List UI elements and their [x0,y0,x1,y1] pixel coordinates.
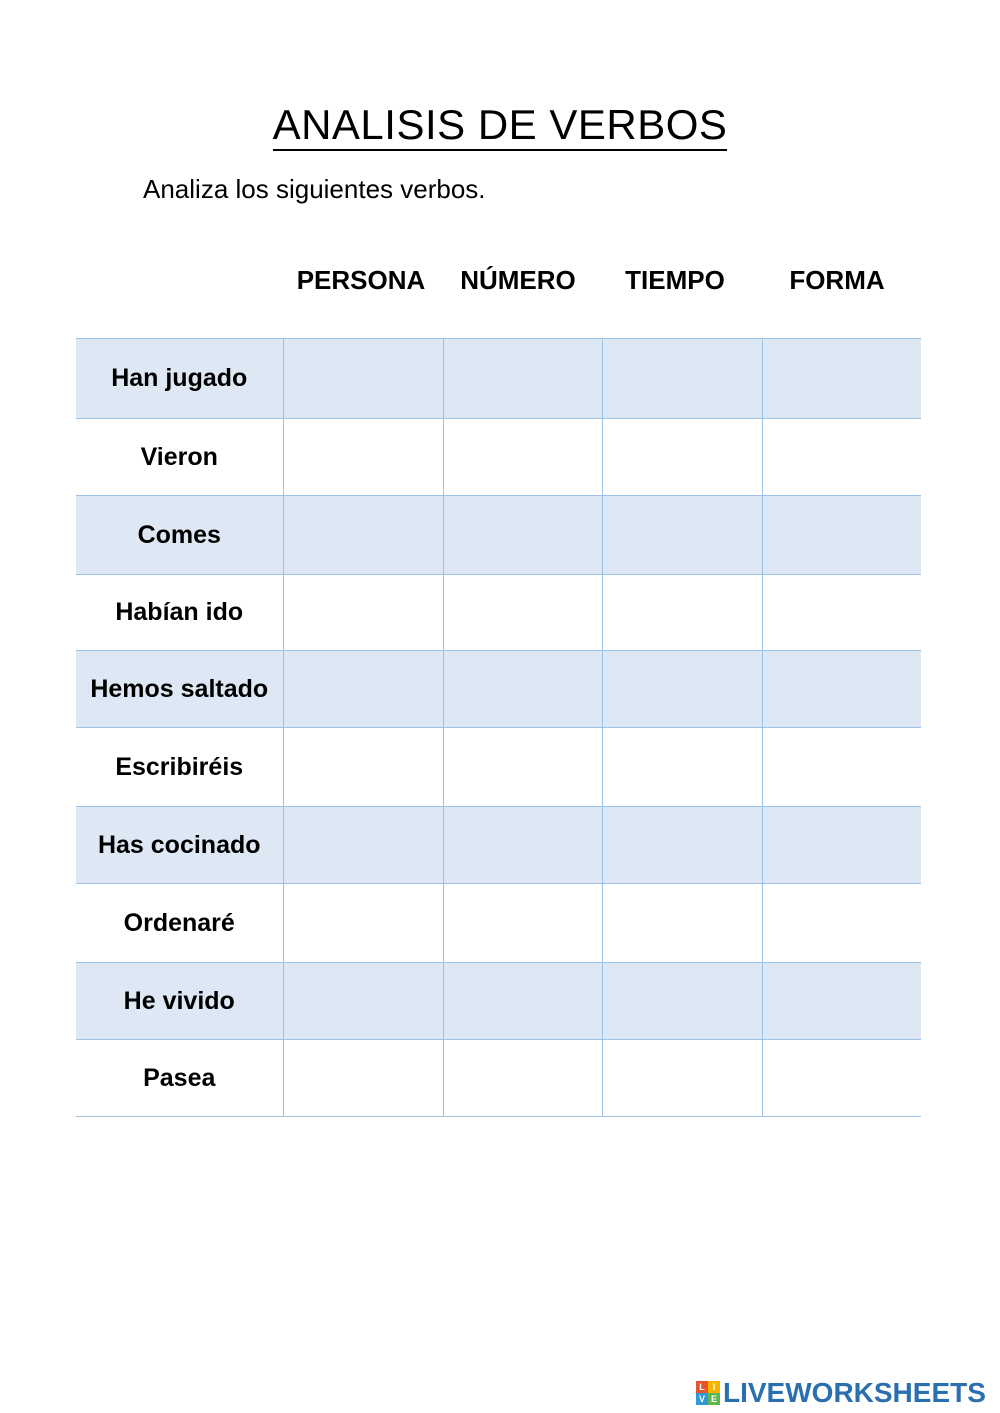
answer-cell-tiempo[interactable] [602,807,762,884]
answer-cell-persona[interactable] [283,963,443,1040]
logo-square-e: E [708,1393,720,1405]
logo-square-i: I [708,1381,720,1393]
answer-cell-numero[interactable] [443,728,602,807]
verb-label: Hemos saltado [76,651,283,728]
answer-cell-forma[interactable] [762,807,921,884]
verb-label: Vieron [76,419,283,496]
answer-cell-persona[interactable] [283,728,443,807]
answer-cell-numero[interactable] [443,419,602,496]
column-header-numero: NÚMERO [460,265,576,295]
answer-cell-forma[interactable] [762,963,921,1040]
answer-cell-numero[interactable] [443,963,602,1040]
answer-cell-numero[interactable] [443,575,602,651]
answer-cell-forma[interactable] [762,339,921,419]
liveworksheets-logo [696,1376,986,1410]
answer-cell-persona[interactable] [283,339,443,419]
logo-square-v: V [696,1393,708,1405]
verb-label: Ordenaré [76,884,283,963]
liveworksheets-logo-icon [696,1381,720,1405]
verb-label: Has cocinado [76,807,283,884]
column-header-tiempo: TIEMPO [625,265,725,295]
answer-cell-numero[interactable] [443,884,602,963]
answer-cell-forma[interactable] [762,496,921,575]
verb-label: Habían ido [76,575,283,651]
liveworksheets-logo-text: LIVEWORKSHEETS [723,1377,986,1408]
answer-cell-persona[interactable] [283,651,443,728]
table-row [76,1040,921,1117]
verb-label: He vivido [76,963,283,1040]
column-header-forma: FORMA [789,265,885,295]
answer-cell-forma[interactable] [762,728,921,807]
answer-cell-numero[interactable] [443,651,602,728]
table-row [76,884,921,963]
verb-label: Pasea [76,1040,283,1117]
table-row [76,339,921,419]
verb-analysis-table [76,338,921,1117]
table-row [76,651,921,728]
answer-cell-tiempo[interactable] [602,651,762,728]
instructions-text: Analiza los siguientes verbos. [143,174,486,204]
answer-cell-numero[interactable] [443,339,602,419]
answer-cell-persona[interactable] [283,419,443,496]
column-header-persona: PERSONA [296,265,426,295]
answer-cell-tiempo[interactable] [602,884,762,963]
answer-cell-tiempo[interactable] [602,575,762,651]
answer-cell-persona[interactable] [283,807,443,884]
answer-cell-persona[interactable] [283,1040,443,1117]
table-row [76,496,921,575]
verb-label: Escribiréis [76,728,283,807]
table-row [76,575,921,651]
table-row [76,963,921,1040]
answer-cell-tiempo[interactable] [602,963,762,1040]
answer-cell-forma[interactable] [762,575,921,651]
answer-cell-tiempo[interactable] [602,1040,762,1117]
answer-cell-tiempo[interactable] [602,339,762,419]
answer-cell-forma[interactable] [762,651,921,728]
answer-cell-forma[interactable] [762,1040,921,1117]
answer-cell-numero[interactable] [443,1040,602,1117]
table-row [76,419,921,496]
worksheet-title [0,100,1000,150]
verb-label: Han jugado [76,339,283,419]
table-row [76,807,921,884]
answer-cell-numero[interactable] [443,807,602,884]
answer-cell-tiempo[interactable] [602,419,762,496]
verb-label: Comes [76,496,283,575]
answer-cell-numero[interactable] [443,496,602,575]
answer-cell-tiempo[interactable] [602,728,762,807]
logo-square-l: L [696,1381,708,1393]
answer-cell-persona[interactable] [283,884,443,963]
answer-cell-persona[interactable] [283,496,443,575]
worksheet-title-text: ANALISIS DE VERBOS [273,101,728,151]
answer-cell-forma[interactable] [762,419,921,496]
answer-cell-forma[interactable] [762,884,921,963]
table-row [76,728,921,807]
answer-cell-persona[interactable] [283,575,443,651]
answer-cell-tiempo[interactable] [602,496,762,575]
